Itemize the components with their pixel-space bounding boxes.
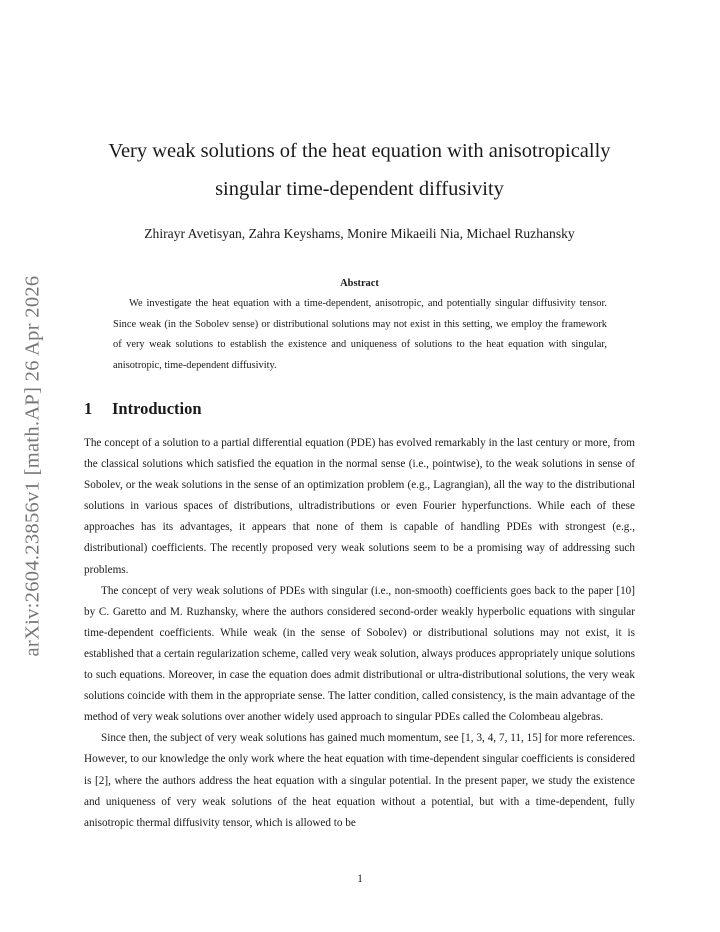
- section-title: Introduction: [112, 399, 202, 418]
- paragraph: Since then, the subject of very weak solutions has gained much momentum, see [1, 3, 4, 7, 11, 15] for more references. However, to our knowledge the only work where the heat equation with time-dependent singular coefficients is considered is [2], where the authors address the heat equation with a singular potential. In the present paper, we study the existence and uniqueness of very weak solutions of the heat equation without a potential, but with a time-dependent, fully anisotropic thermal diffusivity tensor, which is allowed to be: [84, 732, 635, 829]
- abstract-heading: Abstract: [340, 278, 379, 289]
- section-body: [84, 433, 635, 834]
- author-list: Zhirayr Avetisyan, Zahra Keyshams, Monire Mikaeili Nia, Michael Ruzhansky: [144, 226, 575, 241]
- paper-title-line-2: singular time-dependent diffusivity: [215, 178, 504, 200]
- paragraph: The concept of very weak solutions of PDEs with singular (i.e., non-smooth) coefficients goes back to the paper [10] by C. Garetto and M. Ruzhansky, where the authors considered second-order weakly hyperbolic equations with singular time-dependent coefficients. While weak (in the sense of Sobolev) or distributional solutions may not exist, it is established that a certain regularization scheme, called very weak solution, always produces appropriately unique solutions to such equations. Moreover, in case the equation does admit distributional or ultra-distributional solutions, the very weak solutions coincide with them in the appropriate sense. The latter condition, called consistency, is the main advantage of the method of very weak solutions over another widely used approach to singular PDEs called the Colombeau algebras.: [84, 584, 635, 724]
- page-number: 1: [357, 873, 363, 885]
- paper-title-line-1: Very weak solutions of the heat equation with anisotropically: [108, 140, 611, 162]
- arxiv-identifier: arXiv:2604.23856v1 [math.AP] 26 Apr 2026: [21, 275, 44, 657]
- paragraph: The concept of a solution to a partial differential equation (PDE) has evolved remarkably in the last century or more, from the classical solutions which satisfied the equation in the normal sense (i.e., pointwise), to the weak solutions in sense of Sobolev, or the weak solutions in the sense of an optimization problem (e.g., Lagrangian), all the way to the distributional solutions in various spaces of distributions, ultradistributions or even Fourier hyperfunctions. While each of these approaches has its advantages, it appears that none of them is capable of handling PDEs with strongest (e.g., distributional) coefficients. The recently proposed very weak solutions seem to be a promising way of addressing such problems.: [84, 437, 635, 576]
- section-number: 1: [84, 399, 93, 418]
- section-heading: [84, 399, 202, 419]
- abstract-text: We investigate the heat equation with a time-dependent, anisotropic, and potentially singular diffusivity tensor. Since weak (in the Sobolev sense) or distributional solutions may not exist in this setting, we employ the framework of very weak solutions to establish the existence and uniqueness of solutions to the heat equation with singular, anisotropic, time-dependent diffusivity.: [113, 298, 607, 371]
